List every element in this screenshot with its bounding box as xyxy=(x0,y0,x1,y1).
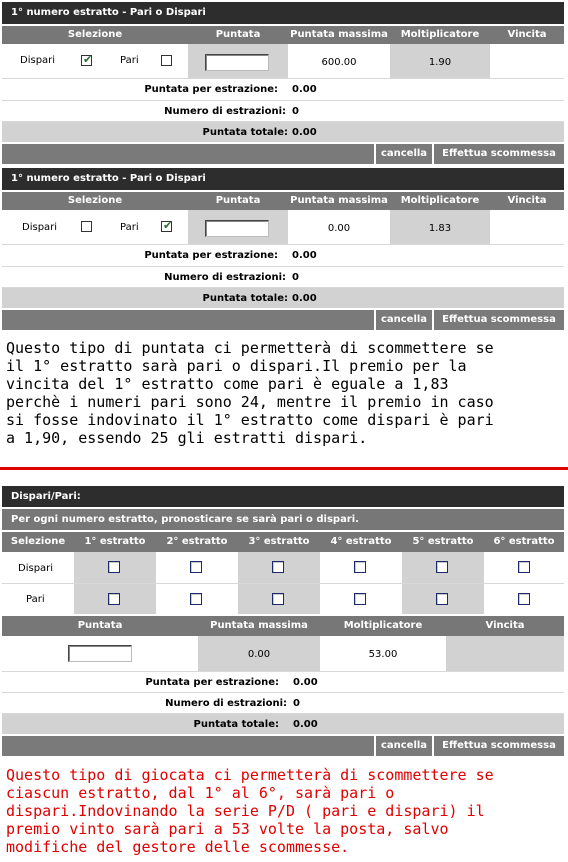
per-draw-value: 0.00 xyxy=(292,84,317,95)
text-line: perchè i numeri pari sono 24, mentre il premio in caso xyxy=(6,393,494,411)
total-value: 0.00 xyxy=(292,293,317,304)
dispari-checkbox-3[interactable] xyxy=(272,561,284,573)
header-selezione: Selezione xyxy=(10,536,66,547)
total-value: 0.00 xyxy=(293,719,318,730)
dispari-checkbox-4[interactable] xyxy=(354,561,366,573)
column-header-row xyxy=(2,192,564,210)
total-label: Puntata totale: xyxy=(202,293,288,304)
header-vincita: Vincita xyxy=(507,195,547,206)
per-draw-value: 0.00 xyxy=(293,677,318,688)
panel-title: Dispari/Pari: xyxy=(2,486,564,507)
per-draw-label: Puntata per estrazione: xyxy=(145,677,279,688)
max-bet-value: 0.00 xyxy=(327,223,351,234)
multiplier-value: 1.83 xyxy=(428,223,452,234)
header-draw-6: 6° estratto xyxy=(493,536,555,547)
pari-checkbox-6[interactable] xyxy=(518,593,530,605)
text-line: modifiche del gestore delle scommesse. xyxy=(6,838,350,856)
header-moltiplicatore: Moltiplicatore xyxy=(343,620,423,631)
bet-header-row xyxy=(2,616,564,636)
puntata-input[interactable] xyxy=(68,645,132,662)
total-label: Puntata totale: xyxy=(193,719,279,730)
header-vincita: Vincita xyxy=(485,620,525,631)
num-draws-label: Numero di estrazioni: xyxy=(165,698,287,709)
header-puntata: Puntata xyxy=(215,29,261,40)
multiplier-value: 1.90 xyxy=(428,57,452,68)
pari-label: Pari xyxy=(120,55,139,66)
row-label-pari: Pari xyxy=(26,594,45,605)
pari-label: Pari xyxy=(120,222,139,233)
header-selezione: Selezione xyxy=(67,195,123,206)
header-puntata: Puntata xyxy=(215,195,261,206)
submit-button[interactable]: Effettua scommessa xyxy=(434,736,564,756)
text-line: si fosse indovinato il 1° estratto come dispari è pari xyxy=(6,411,494,429)
max-bet-value: 600.00 xyxy=(321,57,357,68)
puntata-input[interactable] xyxy=(205,54,269,71)
dispari-label: Dispari xyxy=(22,222,58,233)
puntata-input[interactable] xyxy=(205,220,269,237)
check-icon: ✔ xyxy=(163,219,173,232)
num-draws-label: Numero di estrazioni: xyxy=(164,106,286,117)
dispari-label: Dispari xyxy=(20,55,56,66)
pari-checkbox[interactable] xyxy=(161,221,172,232)
action-bar xyxy=(2,144,564,164)
action-bar xyxy=(2,736,564,756)
text-line: a 1,90, essendo 25 gli estratti dispari. xyxy=(6,429,368,447)
header-draw-1: 1° estratto xyxy=(84,536,146,547)
pari-checkbox-1[interactable] xyxy=(108,593,120,605)
header-moltiplicatore: Moltiplicatore xyxy=(400,195,480,206)
multiplier-value: 53.00 xyxy=(368,649,398,660)
text-line: Questo tipo di puntata ci permetterà di scommettere se xyxy=(6,339,494,357)
header-draw-2: 2° estratto xyxy=(166,536,228,547)
max-bet-value: 0.00 xyxy=(247,649,271,660)
text-line: vincita del 1° estratto come pari è eguale a 1,83 xyxy=(6,375,449,393)
num-draws-value: 0 xyxy=(292,272,299,283)
header-draw-5: 5° estratto xyxy=(412,536,474,547)
action-bar xyxy=(2,310,564,330)
per-draw-value: 0.00 xyxy=(292,250,317,261)
pari-checkbox-2[interactable] xyxy=(190,593,202,605)
header-puntata-massima: Puntata massima xyxy=(210,620,308,631)
column-header-row xyxy=(2,26,564,44)
header-draw-4: 4° estratto xyxy=(330,536,392,547)
pari-checkbox-5[interactable] xyxy=(436,593,448,605)
cancel-button[interactable]: cancella xyxy=(376,144,432,164)
text-line: Questo tipo di giocata ci permetterà di scommettere se xyxy=(6,766,494,784)
text-line: ciascun estratto, dal 1° al 6°, sarà pari o xyxy=(6,784,395,802)
dispari-checkbox-6[interactable] xyxy=(518,561,530,573)
header-puntata-massima: Puntata massima xyxy=(290,29,388,40)
pari-checkbox-3[interactable] xyxy=(272,593,284,605)
header-vincita: Vincita xyxy=(507,29,547,40)
draw-header-row xyxy=(2,532,564,552)
dispari-checkbox-2[interactable] xyxy=(190,561,202,573)
header-puntata-massima: Puntata massima xyxy=(290,195,388,206)
header-draw-3: 3° estratto xyxy=(248,536,310,547)
panel-title: 1° numero estratto - Pari o Dispari xyxy=(2,168,564,190)
total-label: Puntata totale: xyxy=(202,127,288,138)
panel-title: 1° numero estratto - Pari o Dispari xyxy=(2,2,564,24)
header-puntata: Puntata xyxy=(77,620,123,631)
cancel-button[interactable]: cancella xyxy=(376,736,432,756)
num-draws-label: Numero di estrazioni: xyxy=(164,272,286,283)
dispari-checkbox-1[interactable] xyxy=(108,561,120,573)
total-value: 0.00 xyxy=(292,127,317,138)
num-draws-value: 0 xyxy=(293,698,300,709)
dispari-checkbox-5[interactable] xyxy=(436,561,448,573)
text-line: dispari.Indovinando la serie P/D ( pari e dispari) il xyxy=(6,802,485,820)
row-label-dispari: Dispari xyxy=(18,563,54,574)
dispari-checkbox[interactable] xyxy=(81,55,92,66)
text-line: il 1° estratto sarà pari o dispari.Il premio per la xyxy=(6,357,467,375)
dispari-checkbox[interactable] xyxy=(81,221,92,232)
check-icon: ✔ xyxy=(83,53,93,66)
pari-checkbox-4[interactable] xyxy=(354,593,366,605)
section-divider xyxy=(0,467,568,470)
per-draw-label: Puntata per estrazione: xyxy=(144,84,278,95)
cancel-button[interactable]: cancella xyxy=(376,310,432,330)
per-draw-label: Puntata per estrazione: xyxy=(144,250,278,261)
text-line: premio vinto sarà pari a 53 volte la posta, salvo xyxy=(6,820,449,838)
submit-button[interactable]: Effettua scommessa xyxy=(434,310,564,330)
header-selezione: Selezione xyxy=(67,29,123,40)
pari-checkbox[interactable] xyxy=(161,55,172,66)
submit-button[interactable]: Effettua scommessa xyxy=(434,144,564,164)
num-draws-value: 0 xyxy=(292,106,299,117)
panel-subtitle: Per ogni numero estratto, pronosticare se sarà pari o dispari. xyxy=(2,509,564,530)
header-moltiplicatore: Moltiplicatore xyxy=(400,29,480,40)
